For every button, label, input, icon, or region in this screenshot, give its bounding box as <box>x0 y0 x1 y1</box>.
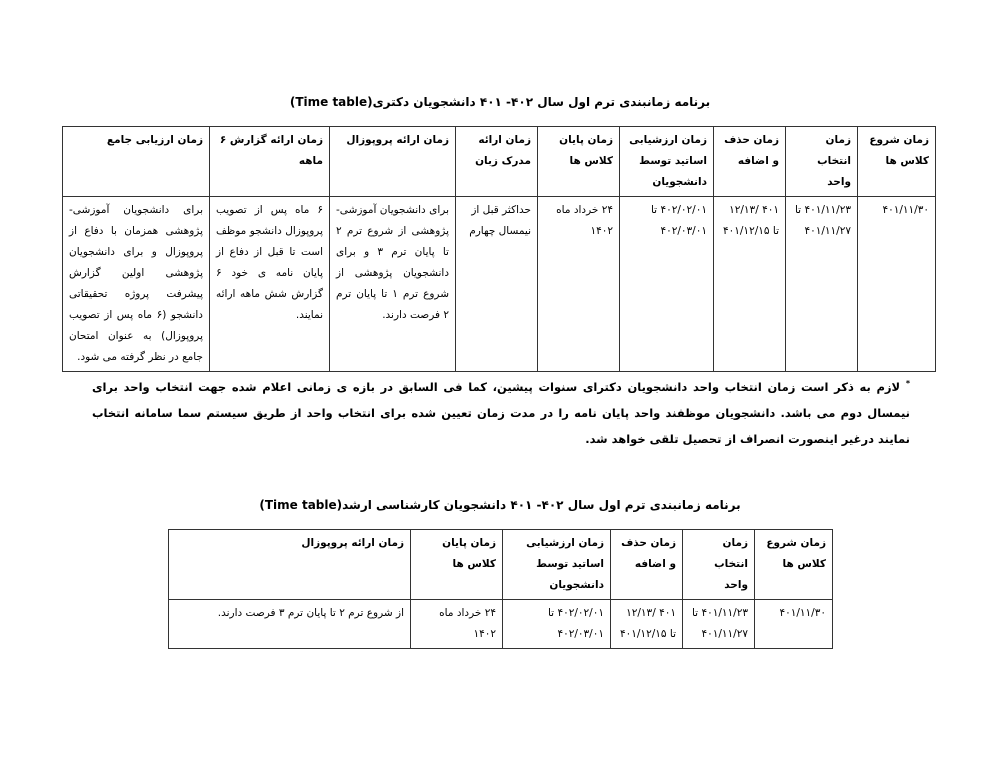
cell-add-drop: ۴۰۱ /۱۲/۱۳ تا ۴۰۱/۱۲/۱۵ <box>611 600 683 649</box>
cell-proposal: از شروع ترم ۲ تا پایان ترم ۳ فرصت دارند. <box>169 600 411 649</box>
header-class-end: زمان پایان کلاس ها <box>411 530 503 600</box>
header-add-drop: زمان حذف و اضافه <box>714 127 786 197</box>
cell-six-month-report: ۶ ماه پس از تصویب پروپوزال دانشجو موظف است تا قبل از دفاع از پایان نامه ی خود ۶ گزارش شش ماهه ارائه نمایند. <box>210 197 330 372</box>
cell-unit-selection: ۴۰۱/۱۱/۲۳ تا ۴۰۱/۱۱/۲۷ <box>786 197 858 372</box>
cell-class-end: ۲۴ خرداد ماه ۱۴۰۲ <box>411 600 503 649</box>
cell-proposal: برای دانشجویان آموزشی- پژوهشی از شروع ترم ۲ تا پایان ترم ۳ و برای دانشجویان پژوهشی از شروع ترم ۱ تا پایان ترم ۲ فرصت دارند. <box>330 197 456 372</box>
table-header-row <box>169 530 833 600</box>
unit-selection-note <box>92 371 910 452</box>
cell-class-start: ۴۰۱/۱۱/۳۰ <box>755 600 833 649</box>
masters-table-title: برنامه زمانبندی ترم اول سال ۴۰۲- ۴۰۱ دانشجویان کارشناسی ارشد(Time table) <box>259 498 741 512</box>
header-class-start: زمان شروع کلاس ها <box>755 530 833 600</box>
doctoral-schedule-table <box>62 126 936 372</box>
cell-class-end: ۲۴ خرداد ماه ۱۴۰۲ <box>538 197 620 372</box>
note-asterisk: * <box>905 379 910 388</box>
header-language-certificate: زمان ارائه مدرک زبان <box>456 127 538 197</box>
table-header-row <box>63 127 936 197</box>
cell-comprehensive-exam: برای دانشجویان آموزشی- پژوهشی همزمان با دفاع از پروپوزال و برای دانشجویان پژوهشی اولین گزارش پیشرفت پروژه تحقیقاتی دانشجو (۶ ماه پس از تصویب پروپوزال) به عنوان امتحان جامع در نظر گرفته می شود. <box>63 197 210 372</box>
cell-class-start: ۴۰۱/۱۱/۳۰ <box>858 197 936 372</box>
header-teacher-evaluation: زمان ارزشیابی اساتید توسط دانشجویان <box>503 530 611 600</box>
cell-teacher-evaluation: ۴۰۲/۰۲/۰۱ تا ۴۰۲/۰۳/۰۱ <box>620 197 714 372</box>
header-six-month-report: زمان ارائه گزارش ۶ ماهه <box>210 127 330 197</box>
header-add-drop: زمان حذف و اضافه <box>611 530 683 600</box>
header-class-end: زمان پایان کلاس ها <box>538 127 620 197</box>
header-teacher-evaluation: زمان ارزشیابی اساتید توسط دانشجویان <box>620 127 714 197</box>
cell-language-certificate: حداکثر قبل از نیمسال چهارم <box>456 197 538 372</box>
header-comprehensive-exam: زمان ارزیابی جامع <box>63 127 210 197</box>
cell-unit-selection: ۴۰۱/۱۱/۲۳ تا ۴۰۱/۱۱/۲۷ <box>683 600 755 649</box>
header-proposal: زمان ارائه پروپوزال <box>330 127 456 197</box>
header-unit-selection: زمان انتخاب واحد <box>683 530 755 600</box>
masters-schedule-table <box>168 529 833 649</box>
note-text: لازم به ذکر است زمان انتخاب واحد دانشجویان دکترای سنوات پیشین، کما فی السابق در بازه ی زمانی اعلام شده جهت انتخاب واحد برای نیمسال دوم می باشد. دانشجویان موظفند واحد پایان نامه را در مدت زمان تعیین شده برای انتخاب واحد از طریق سیستم سما سامانه انتخاب نمایند درغیر اینصورت انصراف از تحصیل تلقی خواهد شد. <box>92 379 910 446</box>
cell-add-drop: ۴۰۱ /۱۲/۱۳ تا ۴۰۱/۱۲/۱۵ <box>714 197 786 372</box>
header-proposal: زمان ارائه پروپوزال <box>169 530 411 600</box>
header-unit-selection: زمان انتخاب واحد <box>786 127 858 197</box>
table-row <box>63 197 936 372</box>
doctoral-table-title: برنامه زمانبندی ترم اول سال ۴۰۲- ۴۰۱ دانشجویان دکتری(Time table) <box>289 95 711 109</box>
header-class-start: زمان شروع کلاس ها <box>858 127 936 197</box>
cell-teacher-evaluation: ۴۰۲/۰۲/۰۱ تا ۴۰۲/۰۳/۰۱ <box>503 600 611 649</box>
table-row <box>169 600 833 649</box>
